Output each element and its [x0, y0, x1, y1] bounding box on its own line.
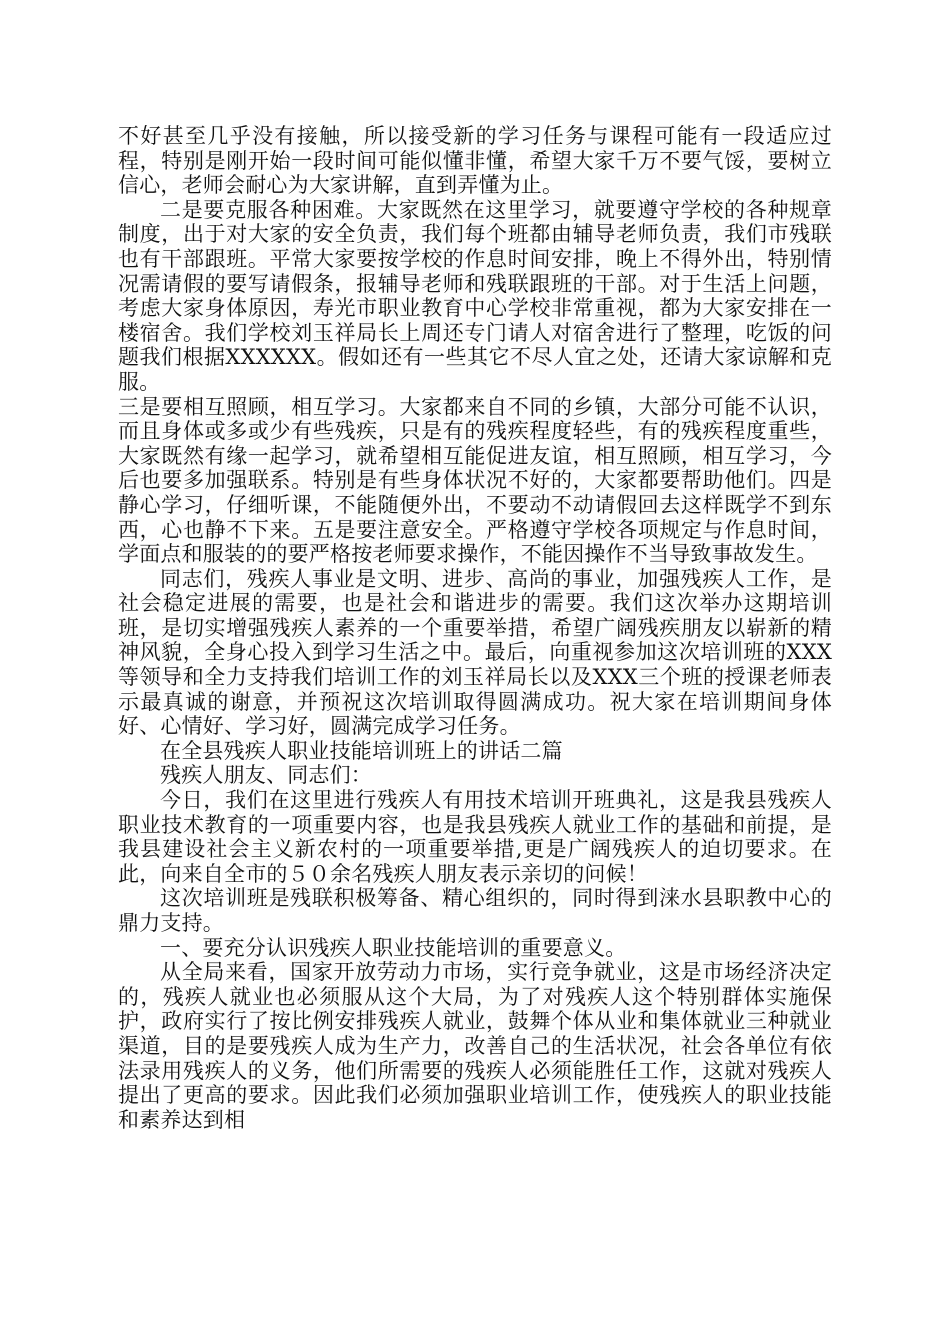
document-body — [118, 124, 832, 1132]
paragraph-continuation: 不好甚至几乎没有接触，所以接受新的学习任务与课程可能有一段适应过程，特别是刚开始一段时间可能似懂非懂，希望大家千万不要气馁，要树立信心，老师会耐心为大家讲解，直到弄懂为止。 — [118, 124, 832, 198]
paragraph-opening-ceremony: 今日，我们在这里进行残疾人有用技术培训开班典礼，这是我县残疾人职业技术教育的一项重要内容，也是我县残疾人就业工作的基础和前提，是我县建设社会主义新农村的一项重要举措,更是广阔残疾人的迫切要求。在此，向来自全市的５０余名残疾人朋友表示亲切的问候！ — [118, 788, 832, 886]
salutation: 残疾人朋友、同志们： — [160, 763, 372, 788]
paragraph-overall-view: 从全局来看，国家开放劳动力市场，实行竞争就业，这是市场经济决定的，残疾人就业也必须服从这个大局，为了对残疾人这个特别群体实施保护，政府实行了按比例安排残疾人就业，鼓舞个体从业和集体就业三种就业渠道，目的是要残疾人成为生产力，改善自己的生活状况，社会各单位有依法录用残疾人的义务，他们所需要的残疾人必须能胜任工作，这就对残疾人提出了更高的要求。因此我们必须加强职业培训工作，使残疾人的职业技能和素养达到相 — [118, 960, 832, 1132]
heading-importance: 一、要充分认识残疾人职业技能培训的重要意义。 — [160, 935, 627, 960]
paragraph-comrades: 同志们，残疾人事业是文明、进步、高尚的事业，加强残疾人工作，是社会稳定进展的需要，也是社会和谐进步的需要。我们这次举办这期培训班，是切实增强残疾人素养的一个重要举措，希望广阔残疾朋友以崭新的精神风貌，全身心投入到学习生活之中。最后，向重视参加这次培训班的XXX等领导和全力支持我们培训工作的刘玉祥局长以及XXX三个班的授课老师表示最真诚的谢意，并预祝这次培训取得圆满成功。祝大家在培训期间身体好、心情好、学习好，圆满完成学习任务。 — [118, 566, 832, 739]
paragraph-training-support: 这次培训班是残联积极筹备、精心组织的，同时得到涞水县职教中心的鼎力支持。 — [118, 886, 832, 935]
paragraph-mutual-care: 三是要相互照顾，相互学习。大家都来自不同的乡镇，大部分可能不认识，而且身体或多或少有些残疾，只是有的残疾程度轻些，有的残疾程度重些，大家既然有缘一起学习，就希望相互能促进友谊，相互照顾，相互学习，今后也要多加强联系。特别是有些身体状况不好的，大家都要帮助他们。四是静心学习，仔细听课，不能随便外出，不要动不动请假回去这样既学不到东西，心也静不下来。五是要注意安全。严格遵守学校各项规定与作息时间，学面点和服装的的要严格按老师要求操作，不能因操作不当导致事故发生。 — [118, 394, 832, 567]
section-title: 在全县残疾人职业技能培训班上的讲话二篇 — [160, 738, 563, 763]
paragraph-overcome-difficulties: 二是要克服各种困难。大家既然在这里学习，就要遵守学校的各种规章制度，出于对大家的安全负责，我们每个班都由辅导老师负责，我们市残联也有干部跟班。平常大家要按学校的作息时间安排，晚上不得外出，特别情况需请假的要写请假条，报辅导老师和残联跟班的干部。对于生活上问题，考虑大家身体原因，寿光市职业教育中心学校非常重视，都为大家安排在一楼宿舍。我们学校刘玉祥局长上周还专门请人对宿舍进行了整理，吃饭的问题我们根据XXXXXX。假如还有一些其它不尽人宜之处，还请大家谅解和克服。 — [118, 197, 832, 394]
